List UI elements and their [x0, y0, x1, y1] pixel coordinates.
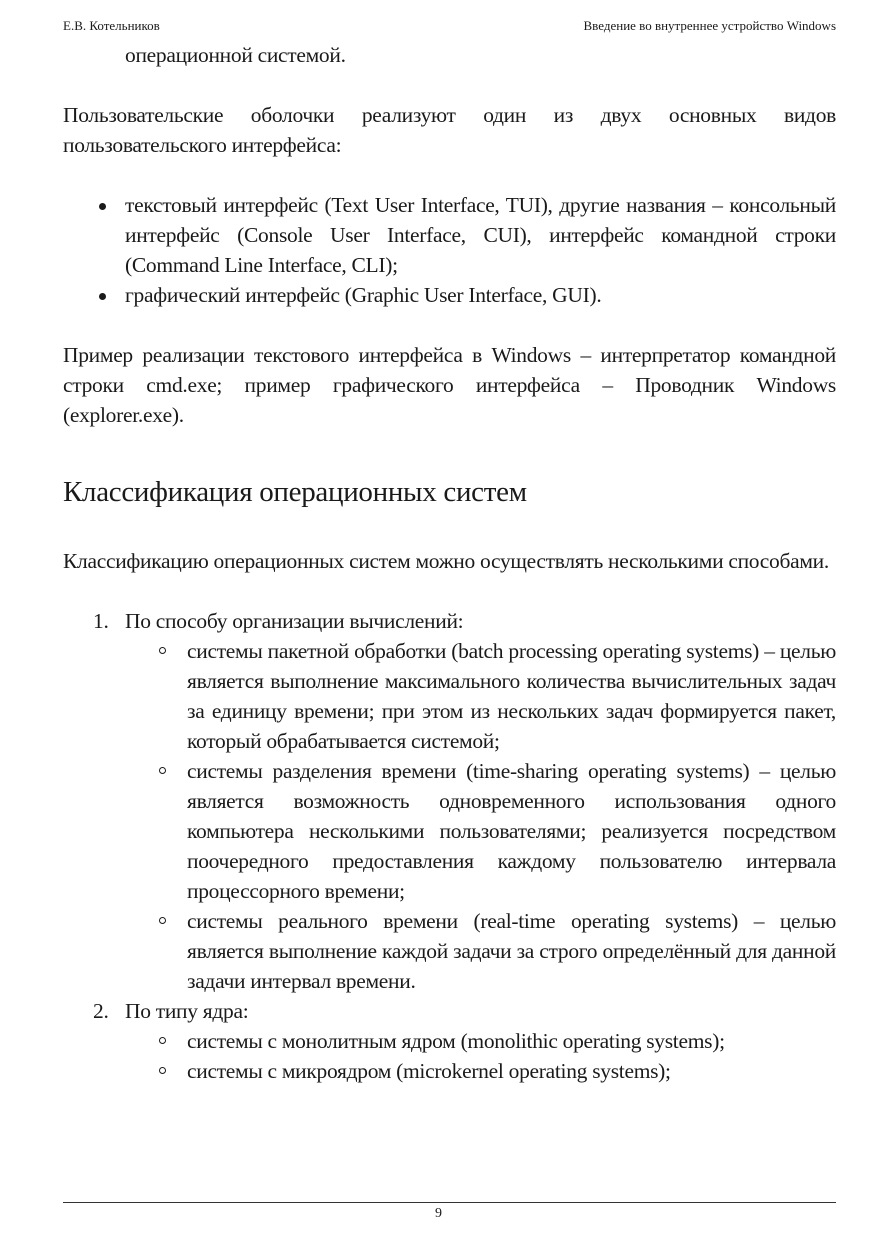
circle-bullet-icon — [159, 767, 166, 774]
numbered-item: 1. По способу организации вычислений: — [93, 609, 464, 633]
page-number: 9 — [435, 1206, 442, 1221]
sub-list-item: системы реального времени (real-time operating systems) – целью является выполнение каждой задачи за строго определённый для данной задачи интервал времени. — [63, 906, 836, 996]
sub-list-item: системы с микроядром (microkernel operating systems); — [63, 1056, 836, 1086]
header-author: Е.В. Котельников — [63, 18, 160, 33]
sub-list-item: системы пакетной обработки (batch processing operating systems) – целью является выполнение максимального количества вычислительных задач за единицу времени; при этом из нескольких задач формируется пакет, который обрабатывается системой; — [63, 636, 836, 756]
continuation-text: операционной системой. — [125, 43, 346, 67]
page-content — [63, 40, 836, 1086]
footer-divider — [63, 1202, 836, 1203]
numbered-item: 2. По типу ядра: — [93, 999, 249, 1023]
bullet-icon — [99, 293, 106, 300]
list-item: графический интерфейс (Graphic User Interface, GUI). — [63, 280, 836, 310]
paragraph-example: Пример реализации текстового интерфейса в Windows – интерпретатор командной строки cmd.exe; пример графического интерфейса – Проводник Windows (explorer.exe). — [63, 343, 836, 427]
bullet-icon — [99, 203, 106, 210]
numbered-item-label: По типу ядра: — [125, 999, 249, 1023]
circle-bullet-icon — [159, 1037, 166, 1044]
sub-list-item: системы разделения времени (time-sharing operating systems) – целью является возможность одновременного использования одного компьютера несколькими пользователями; реализуется посредством поочередного предоставления каждому пользователю интервала процессорного времени; — [63, 756, 836, 906]
circle-bullet-icon — [159, 917, 166, 924]
numbered-item-label: По способу организации вычислений: — [125, 609, 464, 633]
list-item: текстовый интерфейс (Text User Interface, TUI), другие названия – консольный интерфейс (Console User Interface, CUI), интерфейс командной строки (Command Line Interface, CLI); — [63, 190, 836, 280]
header-title: Введение во внутреннее устройство Windows — [583, 18, 836, 33]
section-heading: Классификация операционных систем — [63, 476, 527, 508]
paragraph-classification: Классификацию операционных систем можно осуществлять несколькими способами. — [63, 549, 829, 573]
paragraph-shells: Пользовательские оболочки реализуют один из двух основных видов пользовательского интерфейса: — [63, 103, 836, 157]
circle-bullet-icon — [159, 647, 166, 654]
sub-list-item: системы с монолитным ядром (monolithic operating systems); — [63, 1026, 836, 1056]
circle-bullet-icon — [159, 1067, 166, 1074]
